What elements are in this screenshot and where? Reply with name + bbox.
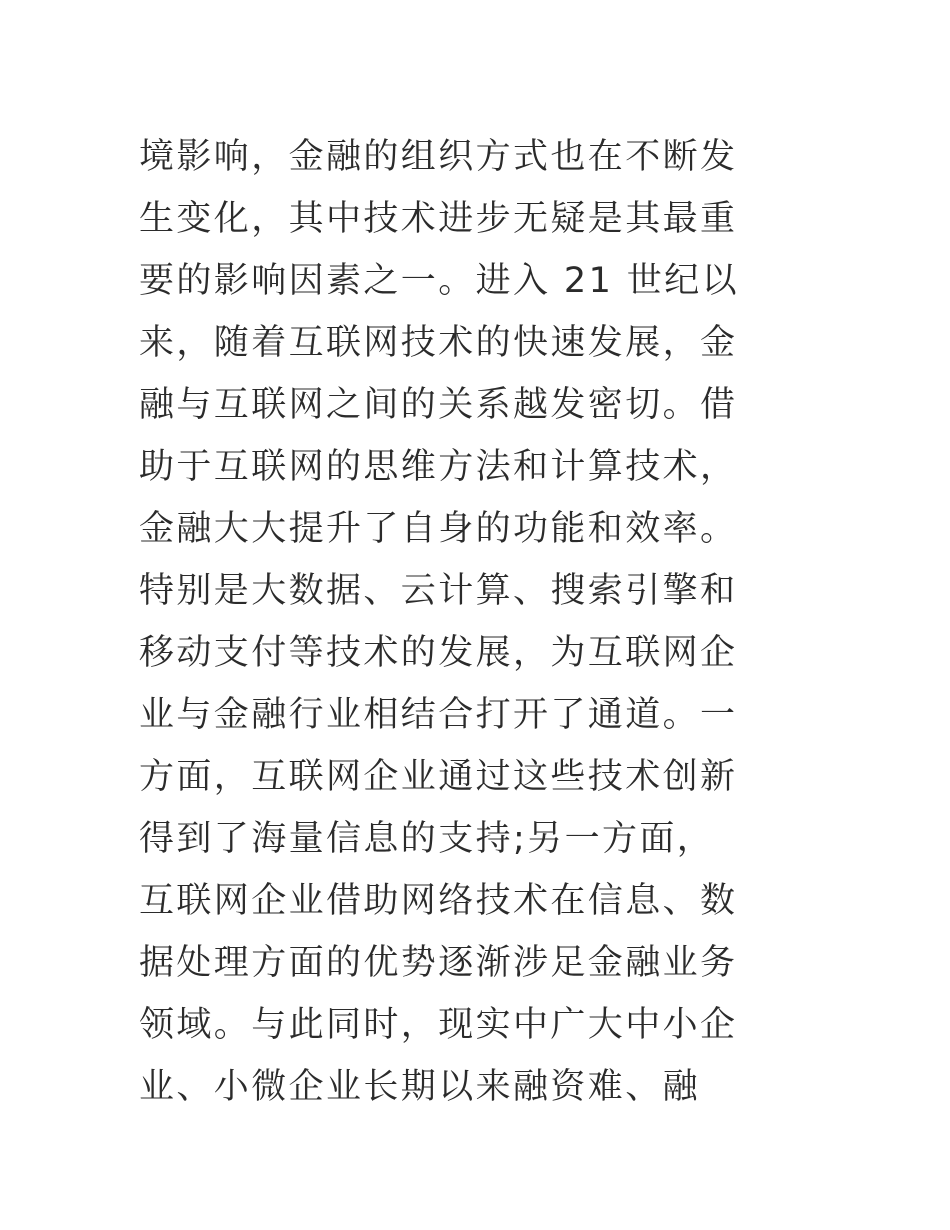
text-line: 业、小微企业长期以来融资难、融 [139,1067,701,1107]
text-line: 方面，互联网企业通过这些技术创新 [139,757,738,797]
text-line: 融与互联网之间的关系越发密切。借 [139,385,738,425]
body-text [139,126,819,1118]
text-line: 业与金融行业相结合打开了通道。一 [139,695,738,735]
text-line: 移动支付等技术的发展，为互联网企 [139,633,738,673]
text-line: 领域。与此同时，现实中广大中小企 [139,1005,738,1045]
text-line: 得到了海量信息的支持;另一方面， [139,819,715,859]
text-line: 互联网企业借助网络技术在信息、数 [139,881,738,921]
text-line: 助于互联网的思维方法和计算技术， [139,447,738,487]
text-line: 据处理方面的优势逐渐涉足金融业务 [139,943,738,983]
text-line: 金融大大提升了自身的功能和效率。 [139,509,738,549]
text-line: 要的影响因素之一。进入 21 世纪以 [139,261,739,301]
text-line: 境影响，金融的组织方式也在不断发 [139,137,738,177]
text-line: 生变化，其中技术进步无疑是其最重 [139,199,738,239]
text-line: 来，随着互联网技术的快速发展，金 [139,323,738,363]
text-line: 特别是大数据、云计算、搜索引擎和 [139,571,738,611]
